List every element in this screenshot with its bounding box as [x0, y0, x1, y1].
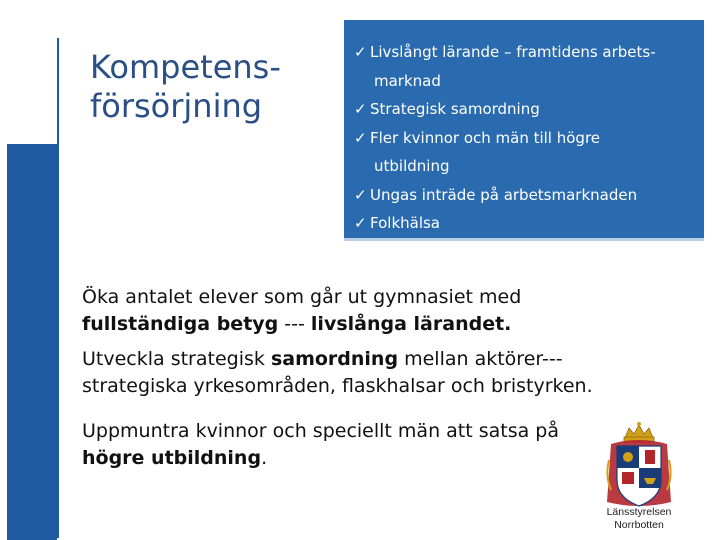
focus-areas-list — [354, 38, 694, 238]
paragraph-coordination — [82, 346, 602, 400]
paragraph-text: Öka antalet elever som går ut gymnasiet med — [82, 286, 522, 308]
paragraph-text: mellan aktörer--- strategiska yrkesområden, flaskhalsar och bristyrken. — [82, 348, 593, 397]
focus-item-text: Strategisk samordning — [370, 100, 540, 118]
paragraph-text: Uppmuntra kvinnor och speciellt män att satsa på — [82, 420, 560, 442]
paragraph-higher-education — [82, 418, 602, 472]
title-line-1: Kompetens- — [90, 48, 281, 86]
paragraph-text: --- — [278, 313, 311, 335]
title-line-2: försörjning — [90, 87, 263, 125]
paragraph-graduation — [82, 284, 602, 338]
focus-areas-box — [344, 20, 704, 241]
slide-title — [90, 48, 330, 126]
focus-item-lifelong-learning — [354, 38, 694, 95]
paragraph-emphasis: högre utbildning — [82, 447, 262, 469]
paragraph-text: . — [261, 447, 268, 469]
focus-item-youth-labour-market — [354, 181, 694, 210]
focus-item-higher-education — [354, 124, 694, 181]
paragraph-emphasis: samordning — [270, 348, 399, 370]
paragraph-emphasis: livslånga lärandet. — [310, 313, 512, 335]
focus-item-public-health — [354, 209, 694, 238]
focus-item-text: Folkhälsa — [370, 214, 440, 232]
logo-text — [596, 506, 682, 532]
logo-line-1: Länsstyrelsen — [606, 506, 672, 518]
focus-item-strategic-coordination — [354, 95, 694, 124]
paragraph-text: Utveckla strategisk — [82, 348, 271, 370]
focus-item-text-cont: marknad — [374, 71, 441, 90]
focus-item-text: Livslångt lärande – framtidens arbets- — [370, 43, 656, 61]
focus-item-text: Fler kvinnor och män till högre — [370, 128, 601, 147]
paragraph-emphasis: fullständiga betyg — [82, 313, 279, 335]
logo-line-2: Norrbotten — [614, 519, 664, 531]
left-accent-bar — [7, 144, 57, 540]
focus-item-text: Ungas inträde på arbetsmarknaden — [370, 185, 638, 204]
body-text — [82, 284, 602, 480]
focus-item-text-cont: utbildning — [374, 157, 450, 175]
left-divider-line — [57, 38, 59, 538]
